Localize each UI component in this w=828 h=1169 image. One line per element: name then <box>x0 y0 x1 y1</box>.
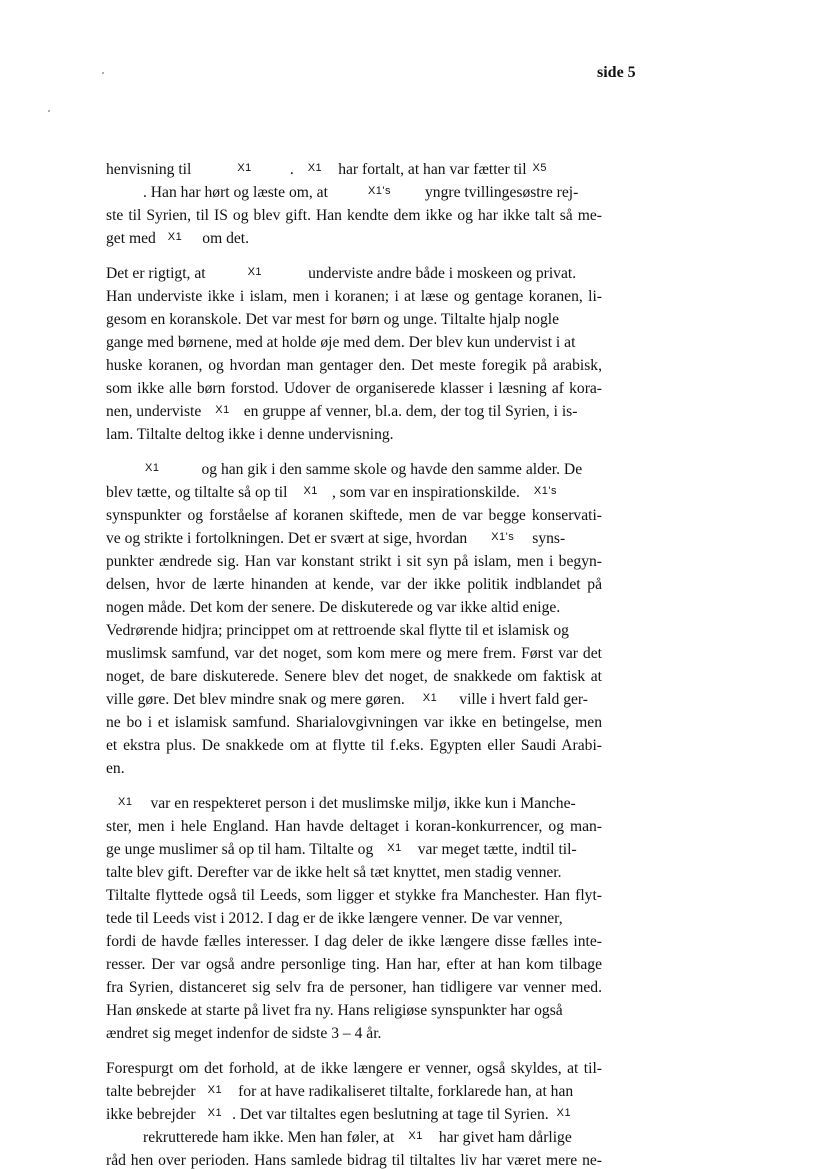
text-line: Tiltalte flyttede også til Leeds, som ligger et stykke fra Manchester. Han flyt- <box>106 887 602 904</box>
text-line: fordi de havde fælles interesser. I dag deler de ikke længere disse fælles inte- <box>106 933 602 950</box>
text-line: muslimsk samfund, var det noget, som kom mere og mere frem. Først var det <box>106 645 602 662</box>
scan-speck <box>48 110 50 112</box>
text-line: et ekstra plus. De snakkede om at flytte til f.eks. Egypten eller Saudi Arabi- <box>106 737 602 754</box>
text-line: Det er rigtigt, at X1 underviste andre både i moskeen og privat. <box>106 265 577 282</box>
text-line: ne bo i et islamisk samfund. Sharialovgivningen var ikke en betingelse, men <box>106 714 602 731</box>
text-line: en. <box>106 760 125 777</box>
text-line: rekrutterede ham ikke. Men han føler, at X1 har givet ham dårlige <box>143 1129 572 1146</box>
text-line: lam. Tiltalte deltog ikke i denne undervisning. <box>106 426 394 443</box>
text-line: ve og strikte i fortolkningen. Det er svært at sige, hvordan X1's syns- <box>106 530 566 547</box>
text-line: ge unge muslimer så op til ham. Tiltalte og X1 var meget tætte, indtil til- <box>106 841 577 858</box>
text-line: råd hen over perioden. Hans samlede bidrag til tiltaltes liv har været mere ne- <box>106 1152 602 1169</box>
text-line: ændret sig meget indenfor de sidste 3 – 4 år. <box>106 1025 382 1042</box>
text-line: Forespurgt om det forhold, at de ikke længere er venner, også skyldes, at til- <box>106 1060 602 1077</box>
text-line: nen, underviste X1 en gruppe af venner, bl.a. dem, der tog til Syrien, i is- <box>106 403 578 420</box>
text-line: get med X1 om det. <box>106 230 250 247</box>
text-line: X1 og han gik i den samme skole og havde den samme alder. De <box>145 461 583 478</box>
text-line: ikke bebrejder X1 . Det var tiltaltes egen beslutning at tage til Syrien. X1 <box>106 1106 572 1123</box>
text-line: punkter ændrede sig. Han var konstant strikt i sit syn på islam, men i begyn- <box>106 553 602 570</box>
text-line: gange med børnene, med at holde øje med dem. Der blev kun undervist i at <box>106 334 576 351</box>
text-line: resser. Der var også andre personlige ting. Han har, efter at han kom tilbage <box>106 956 602 973</box>
text-line: ville gøre. Det blev mindre snak og mere gøren. X1 ville i hvert fald ger- <box>106 691 588 708</box>
text-line: noget, de bare diskuterede. Senere blev det noget, de snakkede om faktisk at <box>106 668 602 685</box>
text-line: huske koranen, og hvordan man gentager den. Det meste foregik på arabisk, <box>106 357 602 374</box>
text-line: henvisning til X1 . X1 har fortalt, at han var fætter til X5 <box>106 161 548 178</box>
text-line: delsen, hvor de lærte hinanden at kende, var der ikke politik indblandet på <box>106 576 602 593</box>
scan-speck <box>102 72 104 74</box>
text-line: talte blev gift. Derefter var de ikke helt så tæt knyttet, men stadig venner. <box>106 864 562 881</box>
text-line: Vedrørende hidjra; princippet om at rettroende skal flytte til et islamisk og <box>106 622 569 639</box>
text-line: Han ønskede at starte på livet fra ny. Hans religiøse synspunkter har også <box>106 1002 563 1019</box>
page-number: side 5 <box>597 64 636 81</box>
text-line: blev tætte, og tiltalte så op til X1 , som var en inspirationskilde. X1's <box>106 484 557 501</box>
text-line: ste til Syrien, til IS og blev gift. Han kendte dem ikke og har ikke talt så me- <box>106 207 602 224</box>
text-line: Han underviste ikke i islam, men i koranen; i at læse og gentage koranen, li- <box>106 288 602 305</box>
text-line: X1 var en respekteret person i det muslimske miljø, ikke kun i Manche- <box>118 795 576 812</box>
text-line: som ikke alle børn forstod. Udover de organiserede klasser i læsning af kora- <box>106 380 602 397</box>
text-line: synspunkter og forståelse af koranen skiftede, men de var begge konservati- <box>106 507 602 524</box>
text-line: tede til Leeds vist i 2012. I dag er de ikke længere venner. De var venner, <box>106 910 563 927</box>
text-line: nogen måde. Det kom der senere. De diskuterede og var ikke altid enige. <box>106 599 561 616</box>
text-line: gesom en koranskole. Det var mest for børn og unge. Tiltalte hjalp nogle <box>106 311 560 328</box>
text-line: talte bebrejder X1 for at have radikaliseret tiltalte, forklarede han, at han <box>106 1083 574 1100</box>
text-line: . Han har hørt og læste om, at X1's yngre tvillingesøstre rej- <box>143 184 579 201</box>
text-line: fra Syrien, distanceret sig selv fra de personer, han tidligere var venner med. <box>106 979 602 996</box>
text-line: ster, men i hele England. Han havde deltaget i koran-konkurrencer, og man- <box>106 818 602 835</box>
